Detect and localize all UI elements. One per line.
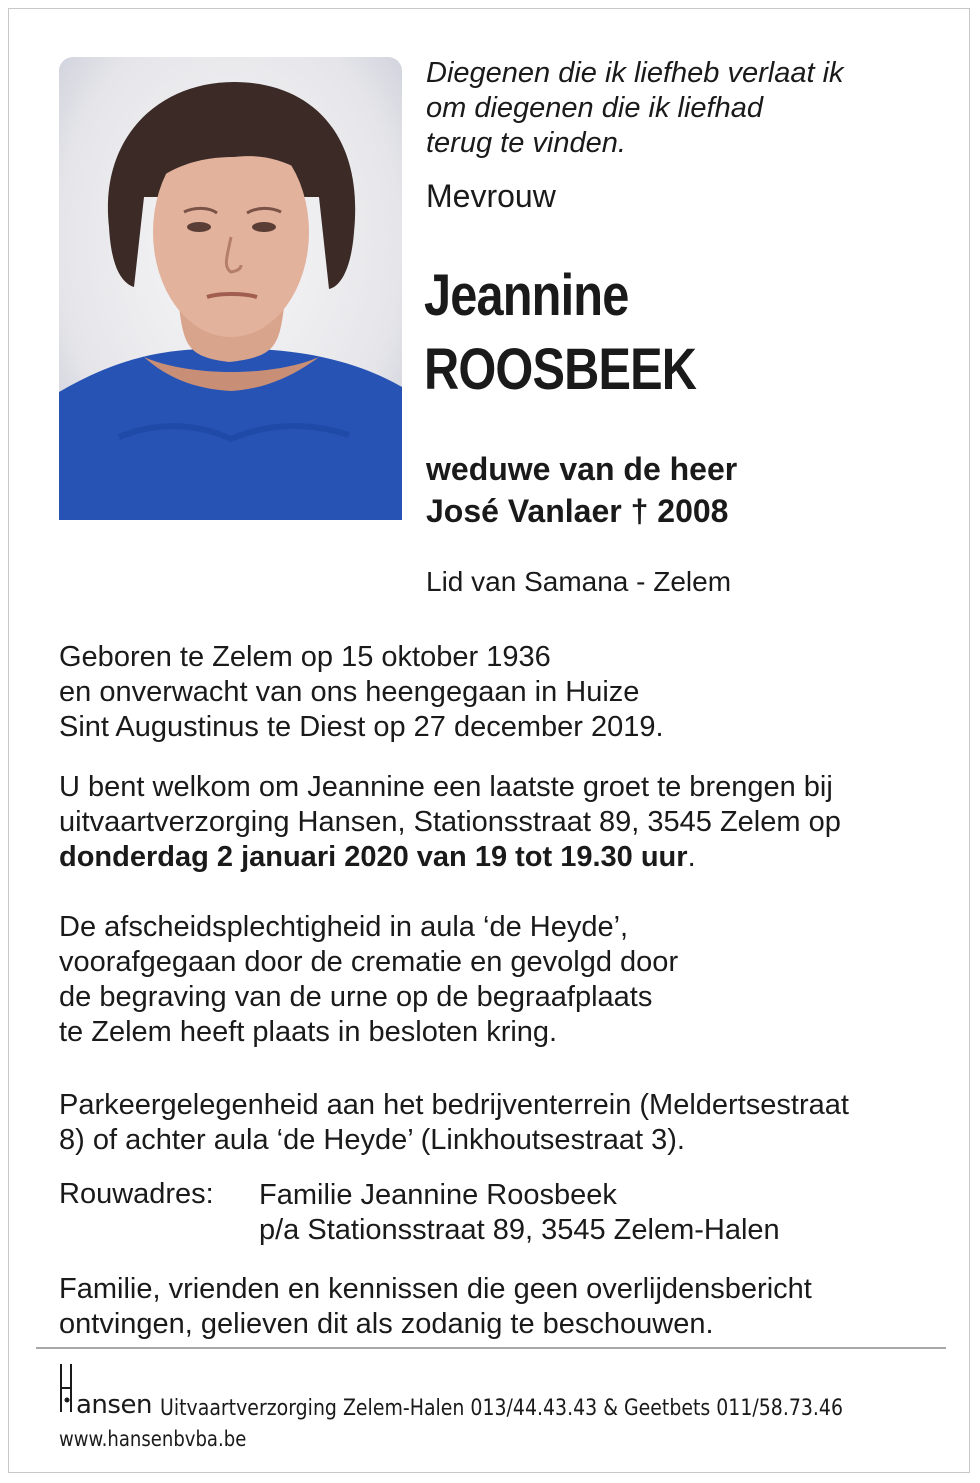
visit-line-2: uitvaartverzorging Hansen, Stationsstraat 89, 3545 Zelem op: [59, 806, 841, 838]
notice-paragraph: [59, 1272, 939, 1342]
parking-paragraph: [59, 1088, 939, 1158]
website-link[interactable]: www.hansenbvba.be: [59, 1427, 247, 1451]
rouwadres-line-1: Familie Jeannine Roosbeek: [259, 1179, 617, 1211]
ceremony-line-1: De afscheidsplechtigheid in aula ‘de Heyde’,: [59, 911, 629, 943]
membership: Lid van Samana - Zelem: [426, 566, 732, 597]
last-name: ROOSBEEK: [424, 337, 697, 402]
memorial-verse: Diegenen die ik liefheb verlaat ik om diegenen die ik liefhad terug te vinden.: [426, 57, 844, 159]
rouwadres-label: Rouwadres:: [59, 1178, 214, 1210]
visit-date: donderdag 2 januari 2020 van 19 tot 19.30 uur: [59, 841, 688, 873]
first-name: Jeannine: [424, 263, 629, 328]
widow-line-2: José Vanlaer † 2008: [426, 493, 729, 529]
rouwadres-line-2: p/a Stationsstraat 89, 3545 Zelem-Halen: [259, 1214, 780, 1246]
visitation-paragraph: [59, 770, 939, 875]
birth-line-2: en onverwacht van ons heengegaan in Huize: [59, 676, 640, 708]
rouwadres-address: [259, 1178, 780, 1248]
footer-divider: [36, 1347, 946, 1349]
ceremony-line-2: voorafgegaan door de crematie en gevolgd door: [59, 946, 679, 978]
visit-line-1: U bent welkom om Jeannine een laatste groet te brengen bij: [59, 771, 833, 803]
visit-date-end: .: [687, 841, 696, 873]
birth-death-paragraph: [59, 640, 939, 745]
logo-wordmark-text: ansen: [75, 1390, 152, 1420]
logo-wordmark: [60, 1390, 152, 1420]
ceremony-paragraph: [59, 910, 939, 1050]
visit-line-3: [59, 840, 939, 875]
widow-line-1: weduwe van de heer: [426, 451, 738, 487]
parking-line-2: 8) of achter aula ‘de Heyde’ (Linkhoutsestraat 3).: [59, 1124, 685, 1156]
salutation: Mevrouw: [426, 178, 556, 214]
ceremony-line-4: te Zelem heeft plaats in besloten kring.: [59, 1016, 558, 1048]
birth-line-1: Geboren te Zelem op 15 oktober 1936: [59, 641, 551, 673]
portrait-photo: [59, 57, 402, 520]
parking-line-1: Parkeergelegenheid aan het bedrijventerrein (Meldertsestraat: [59, 1089, 849, 1121]
notice-line-1: Familie, vrienden en kennissen die geen overlijdensbericht: [59, 1273, 812, 1305]
company-info: Uitvaartverzorging Zelem-Halen 013/44.43.43 & Geetbets 011/58.73.46: [160, 1396, 844, 1421]
birth-line-3: Sint Augustinus te Diest op 27 december 2019.: [59, 711, 664, 743]
widow-note: [426, 448, 737, 532]
notice-line-2: ontvingen, gelieven dit als zodanig te beschouwen.: [59, 1308, 714, 1340]
ceremony-line-3: de begraving van de urne op de begraafplaats: [59, 981, 653, 1013]
